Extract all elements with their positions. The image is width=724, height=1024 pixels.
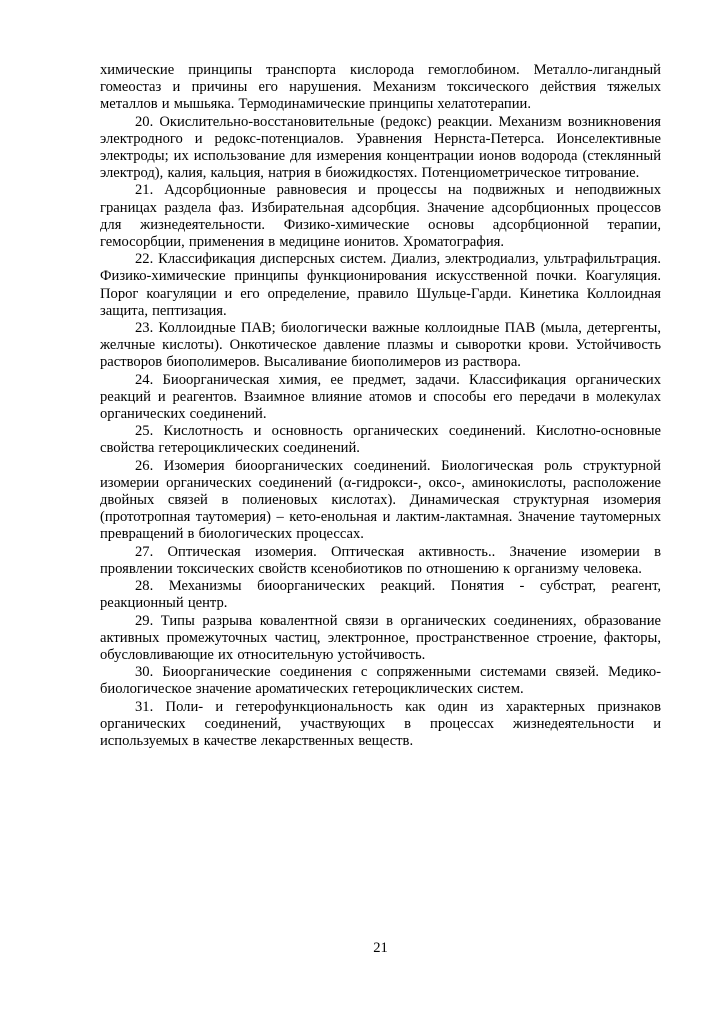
page-content [100, 62, 661, 750]
paragraph-item-26: 26. Изомерия биоорганических соединений. Биологическая роль структурной изомерии органических соединений (α-гидрокси-, оксо-, аминокислоты, расположение двойных связей в полиеновых кислотах). Динамическая структурная изомерия (прототропная таутомерия) – кето-енольная и лактим-лактамная. Значение таутомерных превращений в биологических процессах. [100, 457, 661, 543]
paragraph-item-25: 25. Кислотность и основность органических соединений. Кислотно-основные свойства гетероциклических соединений. [100, 423, 661, 457]
paragraph-continuation: химические принципы транспорта кислорода гемоглобином. Металло-лигандный гомеостаз и причины его нарушения. Механизм токсического действия тяжелых металлов и мышьяка. Термодинамические принципы хелатотерапии. [100, 62, 661, 113]
paragraph-item-22: 22. Классификация дисперсных систем. Диализ, электродиализ, ультрафильтрация. Физико-химические принципы функционирования искусственной почки. Коагуляция. Порог коагуляции и его определение, правило Шульце-Гарди. Кинетика Коллоидная защита, пептизация. [100, 251, 661, 319]
paragraph-item-31: 31. Поли- и гетерофункциональность как один из характерных признаков органических соединений, участвующих в процессах жизнедеятельности и используемых в качестве лекарственных веществ. [100, 698, 661, 749]
paragraph-item-21: 21. Адсорбционные равновесия и процессы на подвижных и неподвижных границах раздела фаз. Избирательная адсорбция. Значение адсорбционных процессов для жизнедеятельности. Физико-химические основы адсорбционной терапии, гемосорбции, применения в медицине ионитов. Хроматография. [100, 182, 661, 251]
page-number: 21 [373, 940, 388, 956]
paragraph-item-30: 30. Биоорганические соединения с сопряженными системами связей. Медико-биологическое значение ароматических гетероциклических систем. [100, 664, 661, 698]
paragraph-item-28: 28. Механизмы биоорганических реакций. Понятия - субстрат, реагент, реакционный центр. [100, 578, 661, 612]
paragraph-item-29: 29. Типы разрыва ковалентной связи в органических соединениях, образование активных промежуточных частиц, электронное, пространственное строение, факторы, обусловливающие их относительную устойчивость. [100, 612, 661, 663]
paragraph-item-23: 23. Коллоидные ПАВ; биологически важные коллоидные ПАВ (мыла, детергенты, желчные кислоты). Онкотическое давление плазмы и сыворотки крови. Устойчивость растворов биополимеров. Высаливание биополимеров из раствора. [100, 320, 661, 371]
paragraph-item-27: 27. Оптическая изомерия. Оптическая активность.. Значение изомерии в проявлении токсических свойств ксенобиотиков по отношению к организму человека. [100, 543, 661, 577]
paragraph-item-24: 24. Биоорганическая химия, ее предмет, задачи. Классификация органических реакций и реагентов. Взаимное влияние атомов и способы его передачи в молекулах органических соединений. [100, 371, 661, 423]
paragraph-item-20: 20. Окислительно-восстановительные (редокс) реакции. Механизм возникновения электродного и редокс-потенциалов. Уравнения Нернста-Петерса. Ионселективные электроды; их использование для измерения концентрации ионов водорода (стеклянный электрод), калия, кальция, натрия в биожидкостях. Потенциометрическое титрование. [100, 113, 661, 182]
